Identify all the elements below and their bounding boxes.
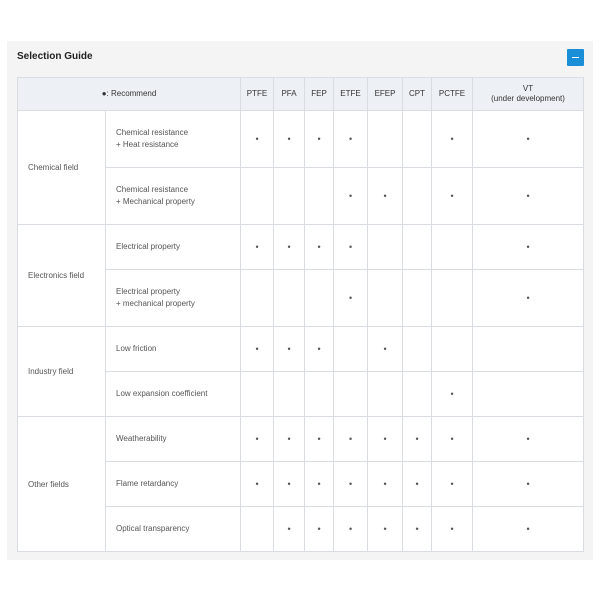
recommend-dot-icon: • [415, 524, 419, 534]
application-line1: Low friction [116, 344, 157, 353]
recommend-mark-cell [403, 507, 432, 552]
recommend-dot-icon: • [383, 344, 387, 354]
recommend-mark-cell [274, 111, 305, 168]
empty-mark-cell [432, 327, 473, 372]
minus-icon [572, 57, 579, 59]
recommend-dot-icon: • [450, 134, 454, 144]
empty-mark-cell [432, 270, 473, 327]
field-cell: Chemical field [18, 111, 106, 225]
application-line1: Optical transparency [116, 524, 190, 533]
application-line1: Electrical property [116, 287, 181, 296]
application-cell [106, 507, 241, 552]
application-cell [106, 372, 241, 417]
recommend-mark-cell [403, 462, 432, 507]
recommend-mark-cell [241, 417, 274, 462]
recommend-dot-icon: • [526, 434, 530, 444]
recommend-mark-cell [274, 225, 305, 270]
recommend-mark-cell [473, 270, 584, 327]
recommend-dot-icon: • [348, 293, 353, 303]
application-line1: Chemical resistance [116, 185, 189, 194]
empty-mark-cell [403, 270, 432, 327]
recommend-mark-cell [473, 168, 584, 225]
application-line2: + Mechanical property [116, 197, 195, 206]
recommend-dot-icon: • [287, 134, 291, 144]
empty-mark-cell [473, 372, 584, 417]
application-line2: + mechanical property [116, 299, 195, 308]
recommend-mark-cell [403, 417, 432, 462]
application-cell [106, 462, 241, 507]
recommend-dot-icon: • [317, 242, 321, 252]
application-cell [106, 270, 241, 327]
empty-mark-cell [403, 111, 432, 168]
recommend-mark-cell [274, 507, 305, 552]
table-row [18, 417, 584, 462]
selection-guide-panel [7, 41, 593, 560]
recommend-dot-icon: • [383, 434, 387, 444]
field-cell: Industry field [18, 327, 106, 417]
recommend-mark-cell [473, 417, 584, 462]
recommend-dot-icon: • [287, 242, 291, 252]
application-cell [106, 111, 241, 168]
empty-mark-cell [473, 327, 584, 372]
recommend-mark-cell [473, 507, 584, 552]
recommend-mark-cell [305, 225, 334, 270]
recommend-dot-icon: • [526, 191, 530, 201]
recommend-dot-icon: • [317, 134, 321, 144]
empty-mark-cell [403, 372, 432, 417]
recommend-dot-icon: • [450, 479, 454, 489]
col-header-pctfe: PCTFE [432, 78, 473, 111]
recommend-mark-cell [334, 462, 368, 507]
recommend-mark-cell [473, 111, 584, 168]
recommend-mark-cell [432, 417, 473, 462]
empty-mark-cell [241, 507, 274, 552]
recommend-mark-cell [274, 417, 305, 462]
recommend-mark-cell [432, 372, 473, 417]
table-header-row [18, 78, 584, 111]
recommend-dot-icon: • [450, 191, 454, 201]
recommend-mark-cell [241, 327, 274, 372]
recommend-dot-icon: • [317, 434, 321, 444]
application-line1: Chemical resistance [116, 128, 189, 137]
empty-mark-cell [432, 225, 473, 270]
recommend-dot-icon: • [348, 524, 353, 534]
recommend-mark-cell [473, 225, 584, 270]
recommend-mark-cell [305, 507, 334, 552]
col-header-vt [473, 78, 584, 111]
recommend-dot-icon: • [526, 293, 530, 303]
empty-mark-cell [305, 270, 334, 327]
empty-mark-cell [334, 372, 368, 417]
recommend-mark-cell [334, 417, 368, 462]
recommend-dot-icon: • [255, 242, 259, 252]
recommend-mark-cell [368, 507, 403, 552]
recommend-mark-cell [334, 225, 368, 270]
recommend-dot-icon: • [317, 524, 321, 534]
recommend-dot-icon: • [287, 524, 291, 534]
recommend-dot-icon: • [287, 434, 291, 444]
recommend-mark-cell [432, 462, 473, 507]
recommend-mark-cell [368, 417, 403, 462]
recommend-dot-icon: • [255, 134, 259, 144]
recommend-mark-cell [368, 462, 403, 507]
empty-mark-cell [241, 270, 274, 327]
recommend-dot-icon: • [348, 191, 353, 201]
empty-mark-cell [241, 168, 274, 225]
recommend-mark-cell [274, 327, 305, 372]
recommend-mark-cell [368, 168, 403, 225]
recommend-dot-icon: • [526, 134, 530, 144]
application-cell [106, 168, 241, 225]
collapse-button[interactable] [567, 49, 584, 66]
recommend-mark-cell [334, 270, 368, 327]
application-cell [106, 225, 241, 270]
recommend-dot-icon: • [255, 434, 259, 444]
col-header-cpt: CPT [403, 78, 432, 111]
empty-mark-cell [274, 168, 305, 225]
recommend-mark-cell [334, 111, 368, 168]
recommend-dot-icon: • [348, 434, 353, 444]
application-cell [106, 417, 241, 462]
field-cell: Electronics field [18, 225, 106, 327]
recommend-dot-icon: • [317, 479, 321, 489]
recommend-dot-icon: • [450, 434, 454, 444]
recommend-dot-icon: • [287, 479, 291, 489]
table-row [18, 225, 584, 270]
col-header-ptfe: PTFE [241, 78, 274, 111]
empty-mark-cell [241, 372, 274, 417]
recommend-dot-icon: • [383, 479, 387, 489]
table-body [18, 111, 584, 552]
recommend-dot-icon: • [415, 479, 419, 489]
col-header-pfa: PFA [274, 78, 305, 111]
recommend-mark-cell [473, 462, 584, 507]
application-line1: Low expansion coefficient [116, 389, 208, 398]
recommend-dot-icon: • [348, 479, 353, 489]
empty-mark-cell [368, 270, 403, 327]
recommend-dot-icon: • [526, 479, 530, 489]
recommend-dot-icon: • [317, 344, 321, 354]
empty-mark-cell [274, 270, 305, 327]
recommend-mark-cell [305, 462, 334, 507]
col-header-vt-line2: (under development) [491, 94, 565, 103]
application-line1: Flame retardancy [116, 479, 179, 488]
recommend-dot-icon: • [348, 242, 353, 252]
recommend-mark-cell [305, 417, 334, 462]
table-row [18, 111, 584, 168]
empty-mark-cell [403, 327, 432, 372]
recommend-dot-icon: • [348, 134, 353, 144]
recommend-dot-icon: • [450, 389, 454, 399]
col-header-fep: FEP [305, 78, 334, 111]
empty-mark-cell [305, 168, 334, 225]
recommend-mark-cell [334, 507, 368, 552]
recommend-dot-icon: • [450, 524, 454, 534]
empty-mark-cell [305, 372, 334, 417]
recommend-dot-icon: • [383, 524, 387, 534]
recommend-mark-cell [334, 168, 368, 225]
panel-title: Selection Guide [17, 51, 93, 62]
application-cell [106, 327, 241, 372]
recommend-dot-icon: • [255, 479, 259, 489]
recommend-dot-icon: • [415, 434, 419, 444]
application-line1: Electrical property [116, 242, 181, 251]
recommend-dot-icon: • [255, 344, 259, 354]
selection-guide-table [17, 77, 584, 552]
table-row [18, 327, 584, 372]
empty-mark-cell [368, 372, 403, 417]
recommend-dot-icon: • [383, 191, 387, 201]
field-cell: Other fields [18, 417, 106, 552]
empty-mark-cell [274, 372, 305, 417]
col-header-efep: EFEP [368, 78, 403, 111]
application-line2: + Heat resistance [116, 140, 179, 149]
recommend-mark-cell [432, 111, 473, 168]
recommend-dot-icon: • [287, 344, 291, 354]
recommend-mark-cell [241, 462, 274, 507]
empty-mark-cell [368, 225, 403, 270]
recommend-legend-header: ●: Recommend [18, 78, 241, 111]
recommend-dot-icon: • [526, 524, 530, 534]
col-header-etfe: ETFE [334, 78, 368, 111]
recommend-mark-cell [241, 111, 274, 168]
recommend-mark-cell [432, 507, 473, 552]
empty-mark-cell [403, 168, 432, 225]
recommend-mark-cell [241, 225, 274, 270]
empty-mark-cell [334, 327, 368, 372]
recommend-dot-icon: • [526, 242, 530, 252]
recommend-mark-cell [305, 327, 334, 372]
recommend-mark-cell [305, 111, 334, 168]
recommend-mark-cell [274, 462, 305, 507]
col-header-vt-line1: VT [522, 84, 534, 93]
recommend-mark-cell [432, 168, 473, 225]
empty-mark-cell [403, 225, 432, 270]
recommend-mark-cell [368, 327, 403, 372]
empty-mark-cell [368, 111, 403, 168]
application-line1: Weatherability [116, 434, 167, 443]
